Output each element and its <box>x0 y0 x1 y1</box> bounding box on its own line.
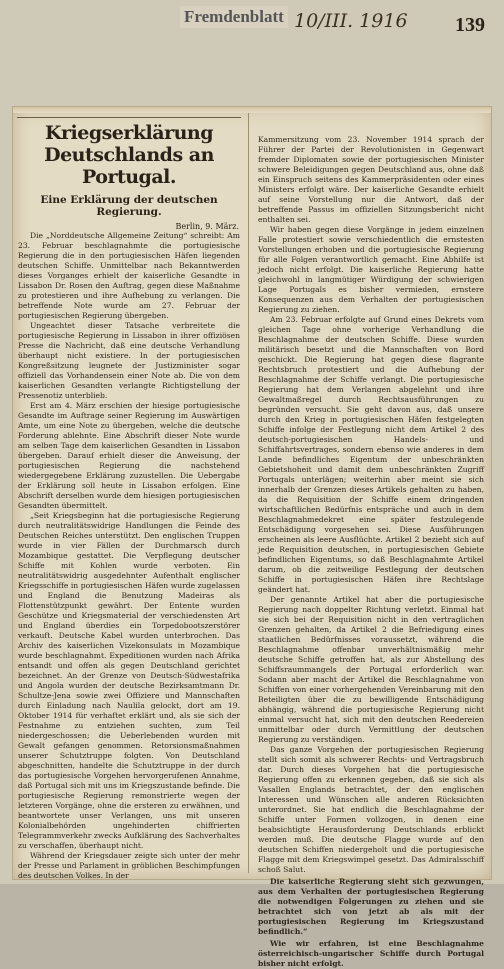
column-divider <box>248 113 249 873</box>
handwritten-date: 10/III. 1916 <box>294 10 408 32</box>
left-column <box>13 107 245 879</box>
page-number: 139 <box>455 14 485 36</box>
right-paragraph-7: Wie wir erfahren, ist eine Beschlagnahme österreichisch-ungarischer Schiffe durch Portugal bisher nicht erfolgt. <box>258 939 484 968</box>
page-header <box>0 0 504 50</box>
left-paragraph-3: Erst am 4. März erschien der hiesige portugiesische Gesandte im Auftrage seiner Regierung im Auswärtigen Amte, um eine Note zu übergeben, welche die deutsche Forderung ablehnte. Eine Abschrift dieser Note wurde am selben Tage dem kaiserlichen Gesandten in Lissabon übergeben. Darauf erhielt dieser die Anweisung, der portugiesischen Regierung die nachstehend wiedergegebene Erklärung zuzustellen. Die Uebergabe der Erklärung soll heute in Lissabon erfolgen. Eine Abschrift derselben wurde dem hiesigen portugiesischen Gesandten übermittelt. <box>18 401 240 510</box>
right-paragraph-3: Am 23. Februar erfolgte auf Grund eines Dekrets vom gleichen Tage ohne vorherige Verhandlung die Beschlagnahme der deutschen Schiffe. Diese wurden militärisch besetzt und die Mannschaften von Bord geschickt. Die Regierung hat gegen diese flagrante Rechtsbruch protestiert und die Aufhebung der Beschlagnahme der Schiffe verlangt. Die portugiesische Regierung hat dem Verlangen abgelehnt und ihre Gewaltmaßregel durch Rechtsausführungen zu begründen versucht. Sie geht davon aus, daß unsere durch den Krieg in portugiesischen Häfen festgelegten Schiffe infolge der Festlegung nicht dem Artikel 2 des deutsch-portugiesischen Handels- und Schiffahrtsvertrages, sondern ebenso wie anderes in dem Lande befindliches Eigentum der unbeschränkten Gebietshoheit und damit dem unbeschränkten Zugriff Portugals unterlägen; weiterhin aber meint sie sich innerhalb der Grenzen dieses Artikels gehalten zu haben, da die Requisition der Schiffe einem dringenden wirtschaftlichen Bedürfnis entspräche und auch in dem Beschlagnahmedekret eine später festzulegende Entschädigung vorgesehen sei. Diese Ausführungen erscheinen als leere Ausflüchte. Artikel 2 bezieht sich auf jede Requisition deutschen, in portugiesischen Gebiete befindlichen Eigentums, so daß Beschlagnahmte Artikel darum, ob die zeitweilige Festlegung der deutschen Schiffe in portugiesischen Häfen ihre Rechtslage geändert hat. <box>258 315 484 594</box>
left-paragraph-5: Während der Kriegsdauer zeigte sich unter der mehr der Presse und Parlament in gröblichen Beschimpfungen des deutschen Volkes. In der <box>18 851 240 880</box>
source-stamp: Fremdenblatt <box>180 6 288 28</box>
right-column <box>253 135 489 968</box>
left-paragraph-2: Ungeachtet dieser Tatsache verbreitete die portugiesische Regierung in Lissabon in ihrer offiziösen Presse die Nachricht, daß eine deutsche Verhandlung überhaupt nicht existiere. In der portugiesischen Kongreßsitzung leugnete der Justizminister sogar offiziell das Vorhandensein einer Note ab. Die von dem kaiserlichen Gesandten verlangte Richtigstellung der Pressenotiz unterblieb. <box>18 321 240 400</box>
right-paragraph-5: Das ganze Vorgehen der portugiesischen Regierung stellt sich somit als schwerer Rechts- und Vertragsbruch dar. Durch dieses Vorgehen hat die portugiesische Regierung offen zu erkennen gegeben, daß sie sich als Vasallen Englands betrachtet, der den englischen Interessen und Wünschen alle anderen Rücksichten unterordnet. Sie hat endlich die Beschlagnahme der Schiffe unter Formen vollzogen, in denen eine beabsichtigte Herausforderung Deutschlands erblickt werden muß. Die deutsche Flagge wurde auf den deutschen Schiffen niedergeholt und die portugiesische Flagge mit dem Kriegswimpel gesetzt. Das Admiralsschiff schoß Salut. <box>258 745 484 874</box>
right-paragraph-6: Die kaiserliche Regierung sieht sich gezwungen, aus dem Verhalten der portugiesischen Regierung die notwendigen Folgerungen zu ziehen und sie betrachtet sich von jetzt ab als mit der portugiesischen Regierung im Kriegszustand befindlich.“ <box>258 877 484 936</box>
article-headline: Kriegserklärung Deutschlands an Portugal. <box>17 117 241 188</box>
left-paragraph-1: Die „Norddeutsche Allgemeine Zeitung“ schreibt: Am 23. Februar beschlagnahmte die portugiesische Regierung die in den portugiesischen Häfen liegenden deutschen Schiffe. Unmittelbar nach Bekanntwerden dieses Vorganges erhielt der kaiserliche Gesandte in Lissabon Dr. Rosen den Auftrag, gegen diese Maßnahme zu protestieren und ihre Aufhebung zu verlangen. Die betreffende Note wurde am 27. Februar der portugiesischen Regierung übergeben. <box>18 231 240 320</box>
newspaper-clipping <box>12 106 492 968</box>
article-dateline: Berlin, 9. März. <box>175 222 239 231</box>
article-subheadline: Eine Erklärung der deutschen Regierung. <box>40 194 218 218</box>
left-paragraph-4: „Seit Kriegsbeginn hat die portugiesische Regierung durch neutralitätswidrige Handlungen die Feinde des Deutschen Reiches unterstützt. Den englischen Truppen wurde in vier Fällen der Durchmarsch durch Mozambique gestattet. Die Verpflegung deutscher Schiffe mit Kohlen wurde verboten. Ein neutralitätswidrig ausgedehnter Aufenthalt englischer Kriegsschiffe in portugiesischen Häfen wurde zugelassen und England die Benutzung Madeiras als Flottenstützpunkt gewährt. Der Entente wurden Geschütze und Kriegsmaterial der verschiedensten Art und England überdies ein Torpedobootszerstörer verkauft. Deutsche Kabel wurden unterbrochen. Das Archiv des kaiserlichen Vizekonsulats in Mozambique wurde beschlagnahmt. Expeditionen wurden nach Afrika entsandt und offen als gegen Deutschland gerichtet bezeichnet. An der Grenze von Deutsch-Südwestafrika und Angola wurden der deutsche Bezirksamtmann Dr. Schultze-Jena sowie zwei Offiziere und Mannschaften durch Einladung nach Naulila gelockt, dort am 19. Oktober 1914 für verhaftet erklärt und, als sie sich der Festnahme zu entziehen suchten, zum Teil niedergeschossen; die Ueberlebenden wurden mit Gewalt gefangen genommen. Retorsionsmaßnahmen unserer Schutztruppe folgten. Von Deutschland abgeschnitten, handelte die Schutztruppe in der durch das portugiesische Vorgehen hervorgerufenen Annahme, daß Portugal sich mit uns im Kriegszustande befinde. Die portugiesische Regierung remonstrierte wegen der letzteren Vorgänge, ohne die ersteren zu erwähnen, und beantwortete unser Verlangen, uns mit unseren Kolonialbehörden ungehinderten chiffrierten Telegrammverkehr zwecks Aufklärung des Sachverhaltes zu verschaffen, überhaupt nicht. <box>18 511 240 850</box>
right-paragraph-2: Wir haben gegen diese Vorgänge in jedem einzelnen Falle protestiert sowie verschiedentlich die ernstesten Vorstellungen erhoben und die portugiesische Regierung für alle Folgen verantwortlich gemacht. Eine Abhilfe ist jedoch nicht erfolgt. Die kaiserliche Regierung hatte gleichwohl in langmütiger Würdigung der schwierigen Lage Portugals es bisher vermieden, ernstere Konsequenzen aus dem Verhalten der portugiesischen Regierung zu ziehen. <box>258 225 484 314</box>
right-paragraph-4: Der genannte Artikel hat aber die portugiesische Regierung nach doppelter Richtung verletzt. Einmal hat sie sich bei der Requisition nicht in den vertraglichen Grenzen gehalten, da Artikel 2 die Befriedigung eines staatlichen Bedürfnisses voraussetzt, während die Beschlagnahme offenbar unverhältnismäßig mehr deutsche Schiffe getroffen hat, als zur Abstellung des Schiffsraummangels der Portugal erforderlich war. Sodann aber macht der Artikel die Beschlagnahme von Schiffen von einer vorhergehenden Vereinbarung mit den Beteiligten über die zu bewilligende Entschädigung abhängig, während die portugiesische Regierung nicht einmal versucht hat, sich mit den deutschen Reedereien unmittelbar oder durch Vermittlung der deutschen Regierung zu verständigen. <box>258 595 484 744</box>
right-paragraph-1: Kammersitzung vom 23. November 1914 sprach der Führer der Partei der Revolutionisten in Gegenwart fremder Diplomaten sowie der portugiesischen Minister schwere Beleidigungen gegen Deutschland aus, ohne daß ein Einspruch seitens des Kammerpräsidenten oder eines Ministers erfolgt wäre. Der kaiserliche Gesandte erhielt auf seine Vorstellung nur die Antwort, daß der betreffende Passus im offiziellen Sitzungsbericht nicht enthalten sei. <box>258 135 484 224</box>
